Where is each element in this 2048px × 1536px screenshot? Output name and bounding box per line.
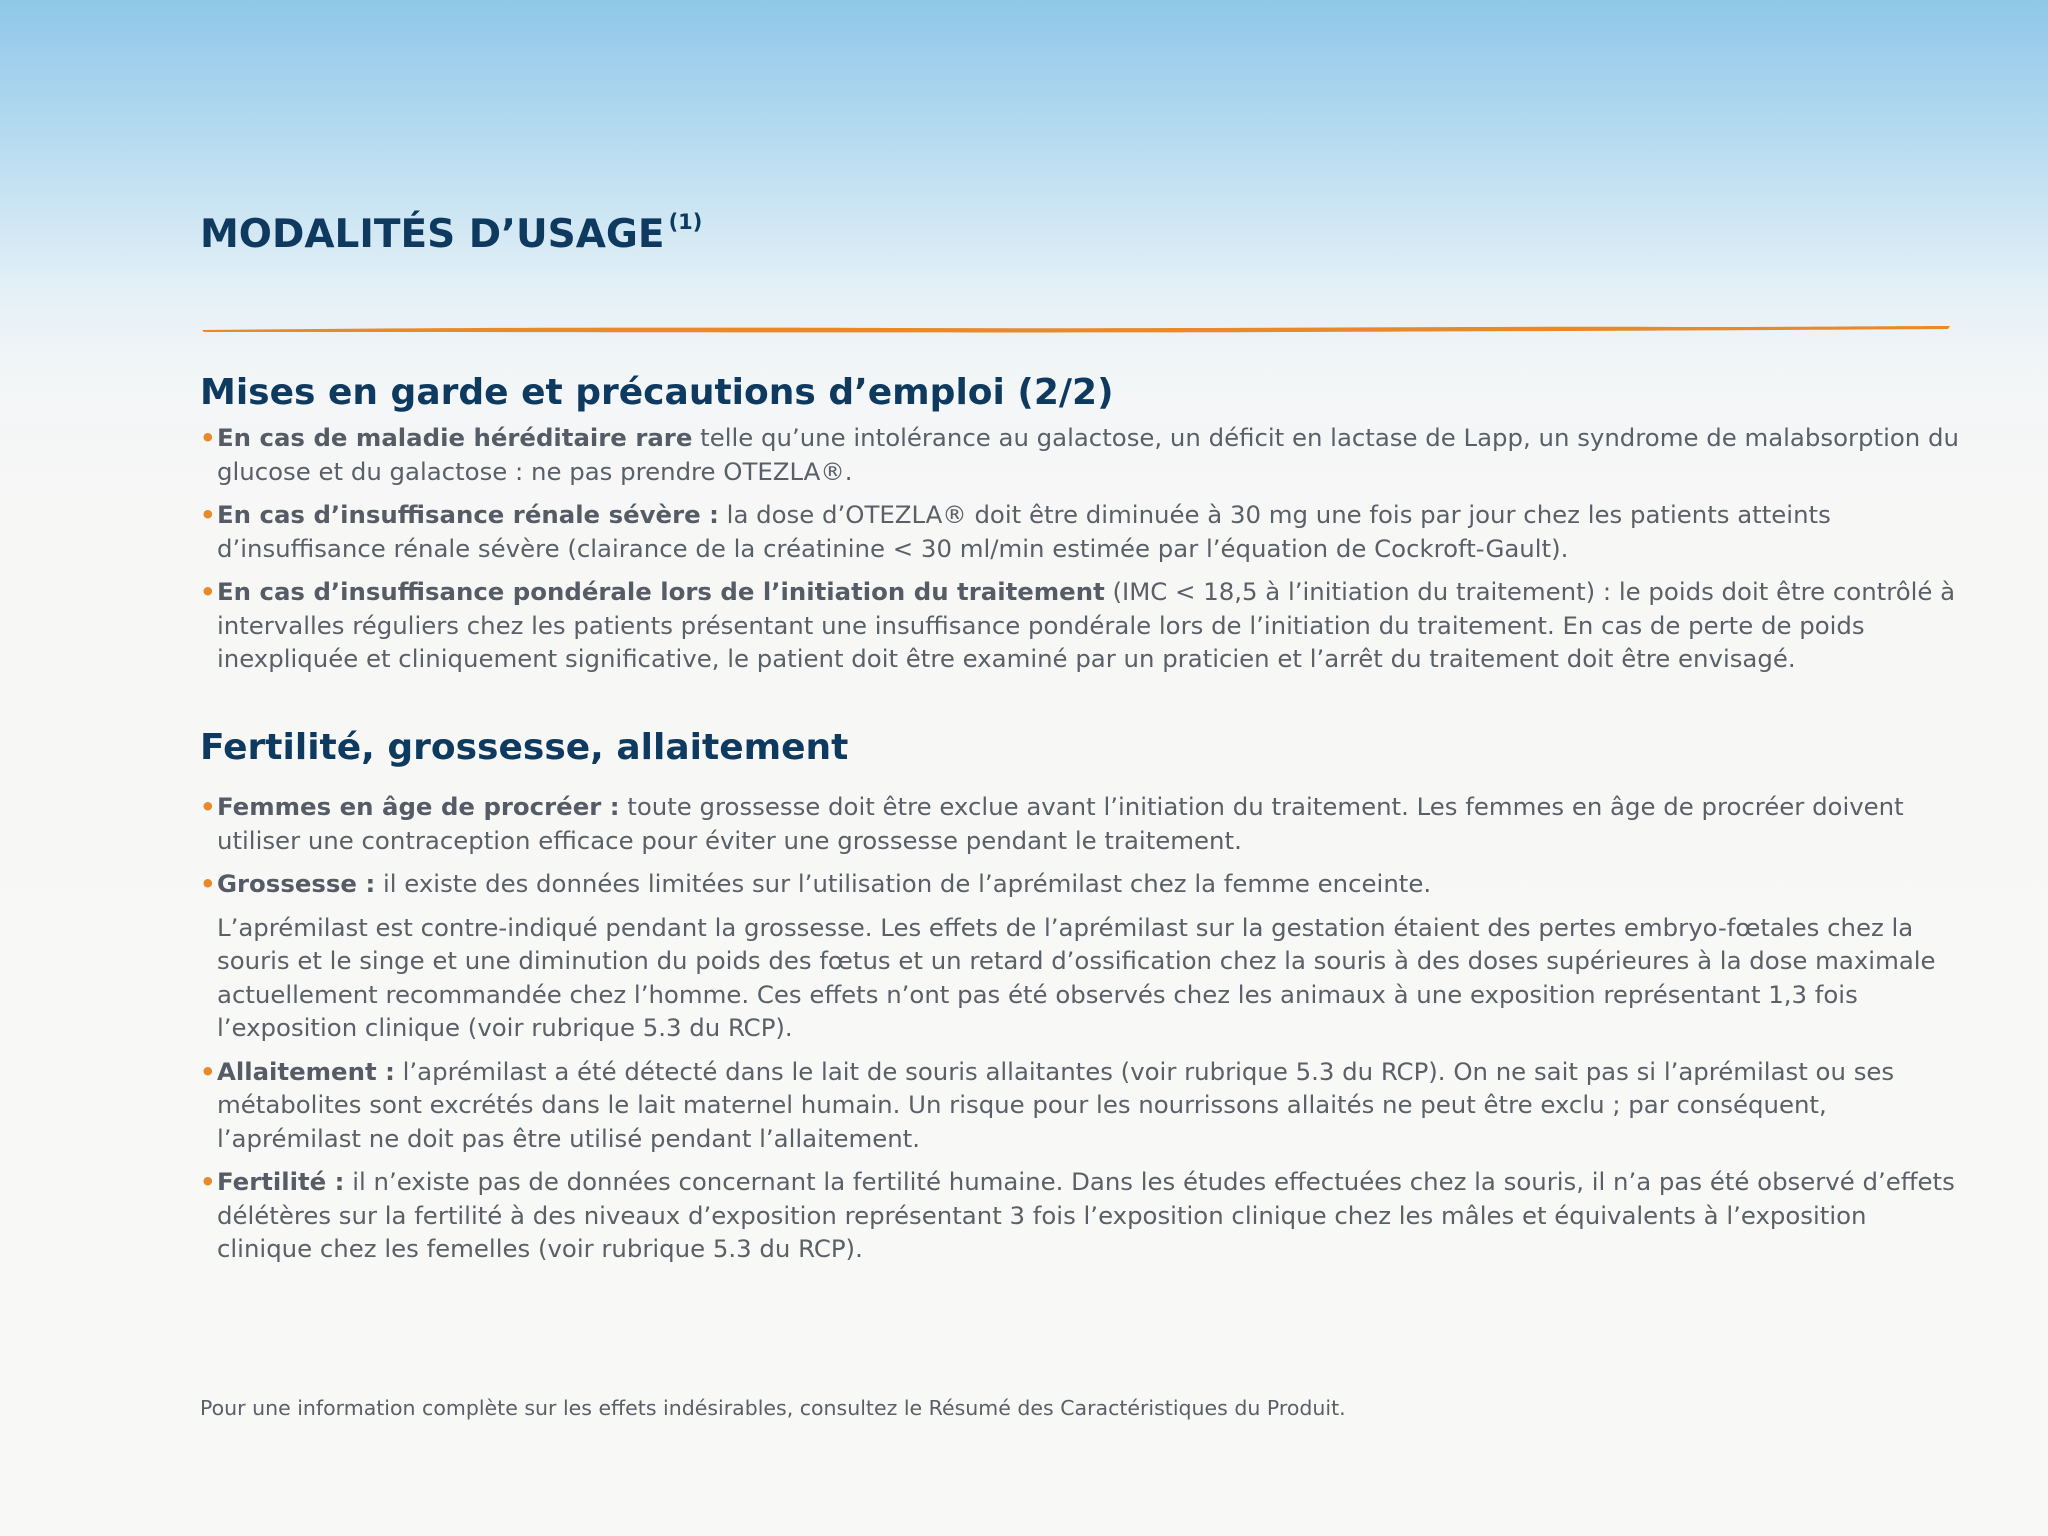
bullet-icon: • [200,423,216,452]
item-heading: Grossesse : [217,869,376,898]
list-item [200,867,1960,901]
item-heading: En cas d’insuffisance pondérale lors de l’initiation du traitement [217,577,1105,606]
section-title-fertility: Fertilité, grossesse, allaitement [200,727,849,768]
bullet-icon: • [200,1056,216,1086]
item-text: (IMC < 18,5 à l’initiation du traitement) : le poids doit être contrôlé à intervalles réguliers chez les patients présentant une insuffisance pondérale lors de l’initiation du traitement. En cas de perte de poids inexpliquée et cliniquement significative, le patient doit être examiné par un praticien et l’arrêt du traitement doit être envisagé. [217,577,1956,673]
item-heading: En cas de maladie héréditaire rare [217,423,693,452]
fertility-list [200,790,1960,901]
list-item [200,790,1960,857]
item-heading: Femmes en âge de procréer : [217,792,620,821]
footer-note: Pour une information complète sur les effets indésirables, consultez le Résumé des Caractéristiques du Produit. [200,1396,1346,1420]
item-heading: Allaitement : [217,1056,395,1086]
item-text: il n’existe pas de données concernant la fertilité humaine. Dans les études effectuées chez la souris, il n’a pas été observé d’effets délétères sur la fertilité à des niveaux d’exposition représentant 3 fois l’exposition clinique chez les mâles et équivalents à l’exposition clinique chez les femelles (voir rubrique 5.3 du RCP). [217,1167,1955,1263]
bullet-icon: • [200,792,216,821]
pregnancy-paragraph: L’aprémilast est contre-indiqué pendant la grossesse. Les effets de l’aprémilast sur la gestation étaient des pertes embryo-fœtales chez la souris et le singe et une diminution du poids des fœtus et un retard d’ossification chez la souris à des doses supérieures à la dose maximale actuellement recommandée chez l’homme. Ces effets n’ont pas été observés chez les animaux à une exposition représentant 1,3 fois l’exposition clinique (voir rubrique 5.3 du RCP). [217,912,1936,1042]
page-title-text: MODALITÉS D’USAGE [200,212,665,257]
item-text: toute grossesse doit être exclue avant l’initiation du traitement. Les femmes en âge de procréer doivent utiliser une contraception efficace pour éviter une grossesse pendant le traitement. [217,792,1904,855]
section-fertility [200,727,1960,1276]
list-item [200,1055,1960,1156]
warnings-list [200,421,1960,676]
title-reference: (1) [668,210,703,234]
item-text: telle qu’une intolérance au galactose, un déficit en lactase de Lapp, un syndrome de malabsorption du glucose et du galactose : ne pas prendre OTEZLA®. [217,423,1959,486]
list-item [200,575,1960,676]
item-heading: Fertilité : [217,1167,345,1196]
bullet-icon: • [200,577,216,606]
section-warnings [200,372,1960,686]
list-item [200,421,1960,488]
item-text: il existe des données limitées sur l’utilisation de l’aprémilast chez la femme enceinte. [375,869,1432,898]
item-heading: En cas d’insuffisance rénale sévère : [217,500,719,529]
bullet-icon: • [200,1167,216,1196]
item-text: l’aprémilast a été détecté dans le lait de souris allaitantes (voir rubrique 5.3 du RCP). On ne sait pas si l’aprémilast ou ses métabolites sont excrétés dans le lait maternel humain. Un risque pour les nourrissons allaités ne peut être exclu ; par conséquent, l’aprémilast ne doit pas être utilisé pendant l’allaitement. [217,1056,1895,1153]
list-item [200,498,1960,565]
section-title-warnings: Mises en garde et précautions d’emploi (2/2) [200,372,1114,413]
item-text: la dose d’OTEZLA® doit être diminuée à 30 mg une fois par jour chez les patients atteints d’insuffisance rénale sévère (clairance de la créatinine < 30 ml/min estimée par l’équation de Cockroft-Gault). [217,500,1831,563]
fertility-list-continued [200,1055,1960,1266]
list-item [200,1165,1960,1266]
bullet-icon: • [200,500,216,529]
page-title [200,210,702,257]
bullet-icon: • [200,869,216,898]
orange-brush-divider [200,322,1952,336]
